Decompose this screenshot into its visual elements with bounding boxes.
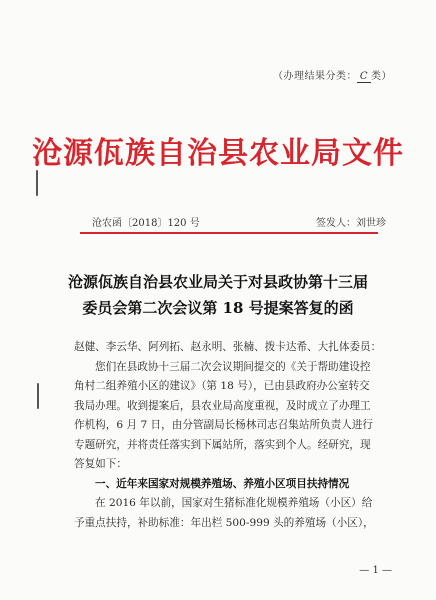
letter-title-line: 委员会第二次会议第 18 号提案答复的函 xyxy=(82,299,354,317)
body-line: 答复如下： xyxy=(74,458,127,470)
letter-title-line: 沧源佤族自治县农业局关于对县政协第十三届 xyxy=(67,273,368,291)
page-number: — 1 — xyxy=(359,565,392,576)
scan-mark xyxy=(36,170,38,196)
body-line: 您们在县政协十三届二次会议期间提交的《关于帮助建设控 xyxy=(95,360,371,373)
scan-mark xyxy=(37,383,39,409)
body-line: 专题研究，并将责任落实到下属站所，落实到个人。经研究，现 xyxy=(74,438,371,451)
body-line: 作机构，6 月 7 日，由分管副局长杨林司志召集站所负责人进行 xyxy=(74,419,374,431)
letter-body xyxy=(74,338,394,533)
header-divider xyxy=(80,232,378,234)
body-line: 角村二组养殖小区的建议》（第 18 号），已由县政府办公室转交 xyxy=(74,380,370,392)
document-header-title: 沧源佤族自治县农业局文件 xyxy=(32,136,404,171)
body-line: 我局办理。收到提案后，县农业局高度重视，及时成立了办理工 xyxy=(74,399,371,412)
classification-suffix: 类） xyxy=(371,71,392,82)
letter-title xyxy=(0,269,436,321)
section-heading: 一、近年来国家对规模养殖场、养殖小区项目扶持情况 xyxy=(95,477,350,490)
body-line: 予重点扶持，补助标准：年出栏 500-999 头的养殖场（小区）， xyxy=(74,516,374,529)
body-line: 在 2016 年以前，国家对生猪标准化规模养殖场（小区）给 xyxy=(95,497,373,509)
signer: 签发人：刘世珍 xyxy=(316,218,386,229)
document-number: 沧农函〔2018〕120 号 xyxy=(92,218,200,229)
result-classification xyxy=(273,67,392,83)
classification-prefix: （办理结果分类： xyxy=(273,71,357,82)
classification-value: C xyxy=(357,71,371,83)
salutation: 赵健、李云华、阿列拓、赵永明、张楠、拨卡达希、大扎体委员： xyxy=(74,341,382,353)
